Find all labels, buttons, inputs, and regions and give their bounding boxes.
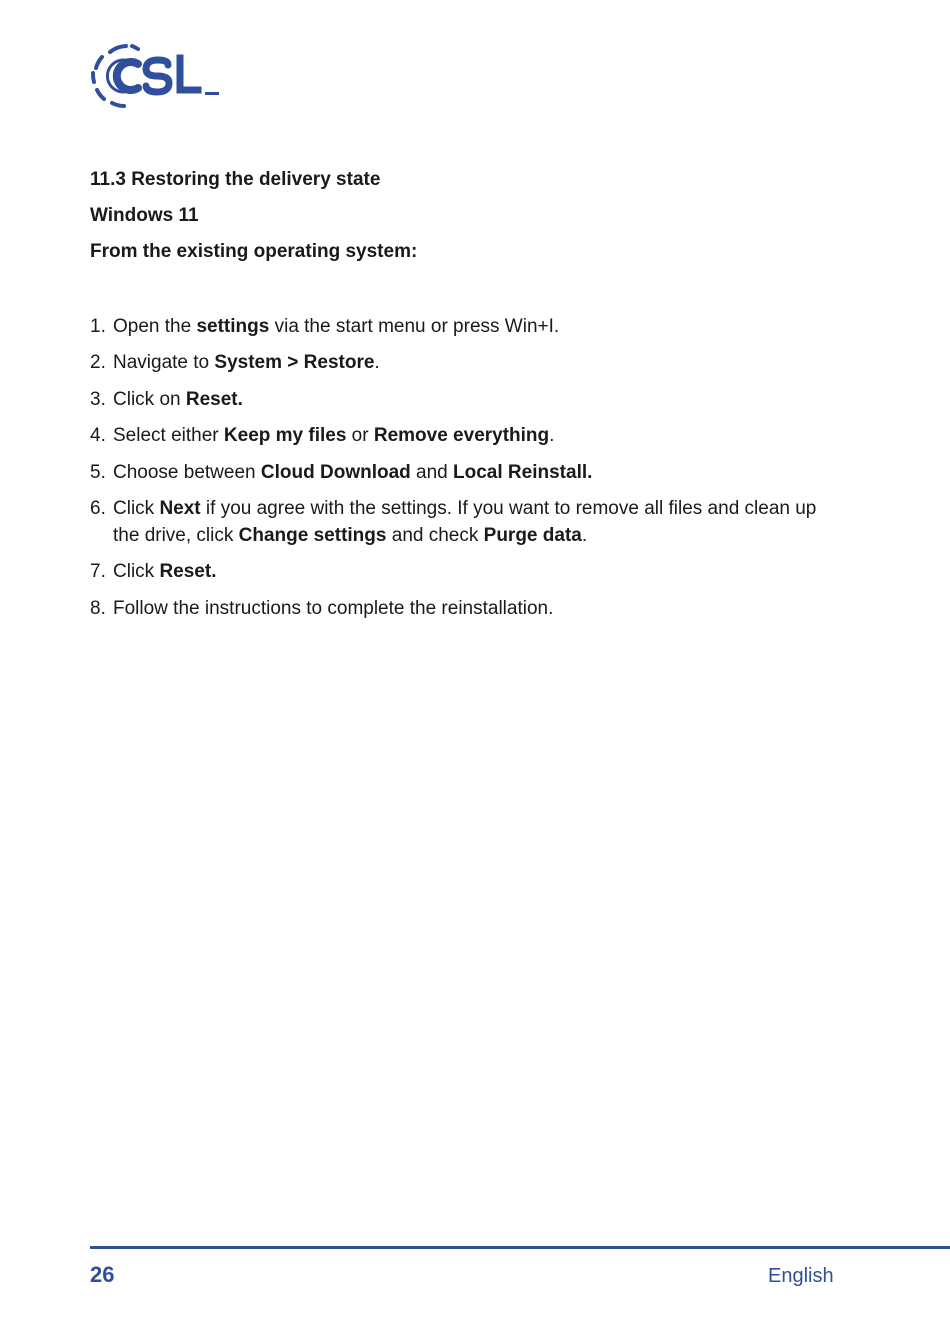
step-number: 4. [90, 425, 106, 447]
step-text-run: Click [113, 497, 160, 519]
section-headings [90, 168, 850, 276]
step-item [90, 558, 830, 585]
step-item [90, 422, 830, 449]
step-text-bold: Remove everything [373, 425, 550, 447]
page-number: 26 [90, 1262, 115, 1287]
step-text [113, 349, 830, 376]
steps-list [90, 313, 830, 631]
step-text-run: . [374, 352, 380, 374]
step-text [113, 386, 830, 413]
step-number: 8. [90, 597, 106, 619]
csl-logo [88, 42, 223, 110]
step-text-run: Open the [113, 316, 197, 337]
step-text-bold: System > Restore [214, 352, 375, 374]
step-text [113, 595, 830, 622]
section-subtitle: Windows 11 [90, 205, 199, 226]
step-number: 6. [90, 497, 106, 519]
step-text-bold: Local Reinstall. [453, 461, 593, 483]
step-text [113, 422, 830, 449]
step-text-run: and [410, 461, 454, 483]
step-text-bold: Change settings [238, 524, 387, 546]
step-item [90, 495, 830, 549]
step-text-bold: settings [196, 316, 270, 337]
section-title: 11.3 Restoring the delivery state [90, 169, 381, 190]
step-text-bold: Keep my files [223, 425, 347, 447]
step-item [90, 595, 830, 622]
step-text-run: and check [386, 524, 484, 546]
footer-divider [90, 1246, 950, 1249]
csl-logo-graphic [88, 42, 223, 110]
step-number: 2. [90, 352, 106, 374]
step-number: 5. [90, 461, 106, 483]
step-text-run: . [581, 524, 588, 546]
step-text-bold: Reset. [185, 388, 243, 410]
step-text-bold: Cloud Download [260, 461, 411, 483]
step-item [90, 349, 830, 376]
step-text-run: Choose between [113, 461, 261, 483]
step-text-run: . [549, 425, 555, 447]
step-item [90, 459, 830, 486]
step-text-run: if you agree with the settings. If you want to remove all files and clean up the drive, click [113, 497, 817, 546]
step-text-run: Follow the instructions to complete the reinstallation. [113, 597, 554, 619]
step-text-run: via the start menu or press Win+I. [269, 316, 560, 337]
footer-language: English [768, 1265, 834, 1287]
step-text [113, 313, 830, 340]
step-text-run: Click on [113, 388, 186, 410]
step-text-run: Click [113, 561, 160, 583]
step-text-run: Navigate to [113, 352, 215, 374]
step-text [113, 558, 830, 585]
step-text [113, 459, 830, 486]
logo-text [88, 42, 90, 43]
step-item [90, 386, 830, 413]
step-number: 7. [90, 561, 106, 583]
step-item [90, 313, 830, 340]
step-number: 3. [90, 388, 106, 410]
step-text-bold: Reset. [159, 561, 217, 583]
step-text [113, 495, 830, 549]
step-number: 1. [90, 316, 106, 337]
step-text-run: or [346, 425, 374, 447]
section-intro: From the existing operating system: [90, 241, 418, 262]
step-text-bold: Purge data [483, 524, 582, 546]
step-text-run: Select either [113, 425, 224, 447]
step-text-bold: Next [159, 497, 201, 519]
